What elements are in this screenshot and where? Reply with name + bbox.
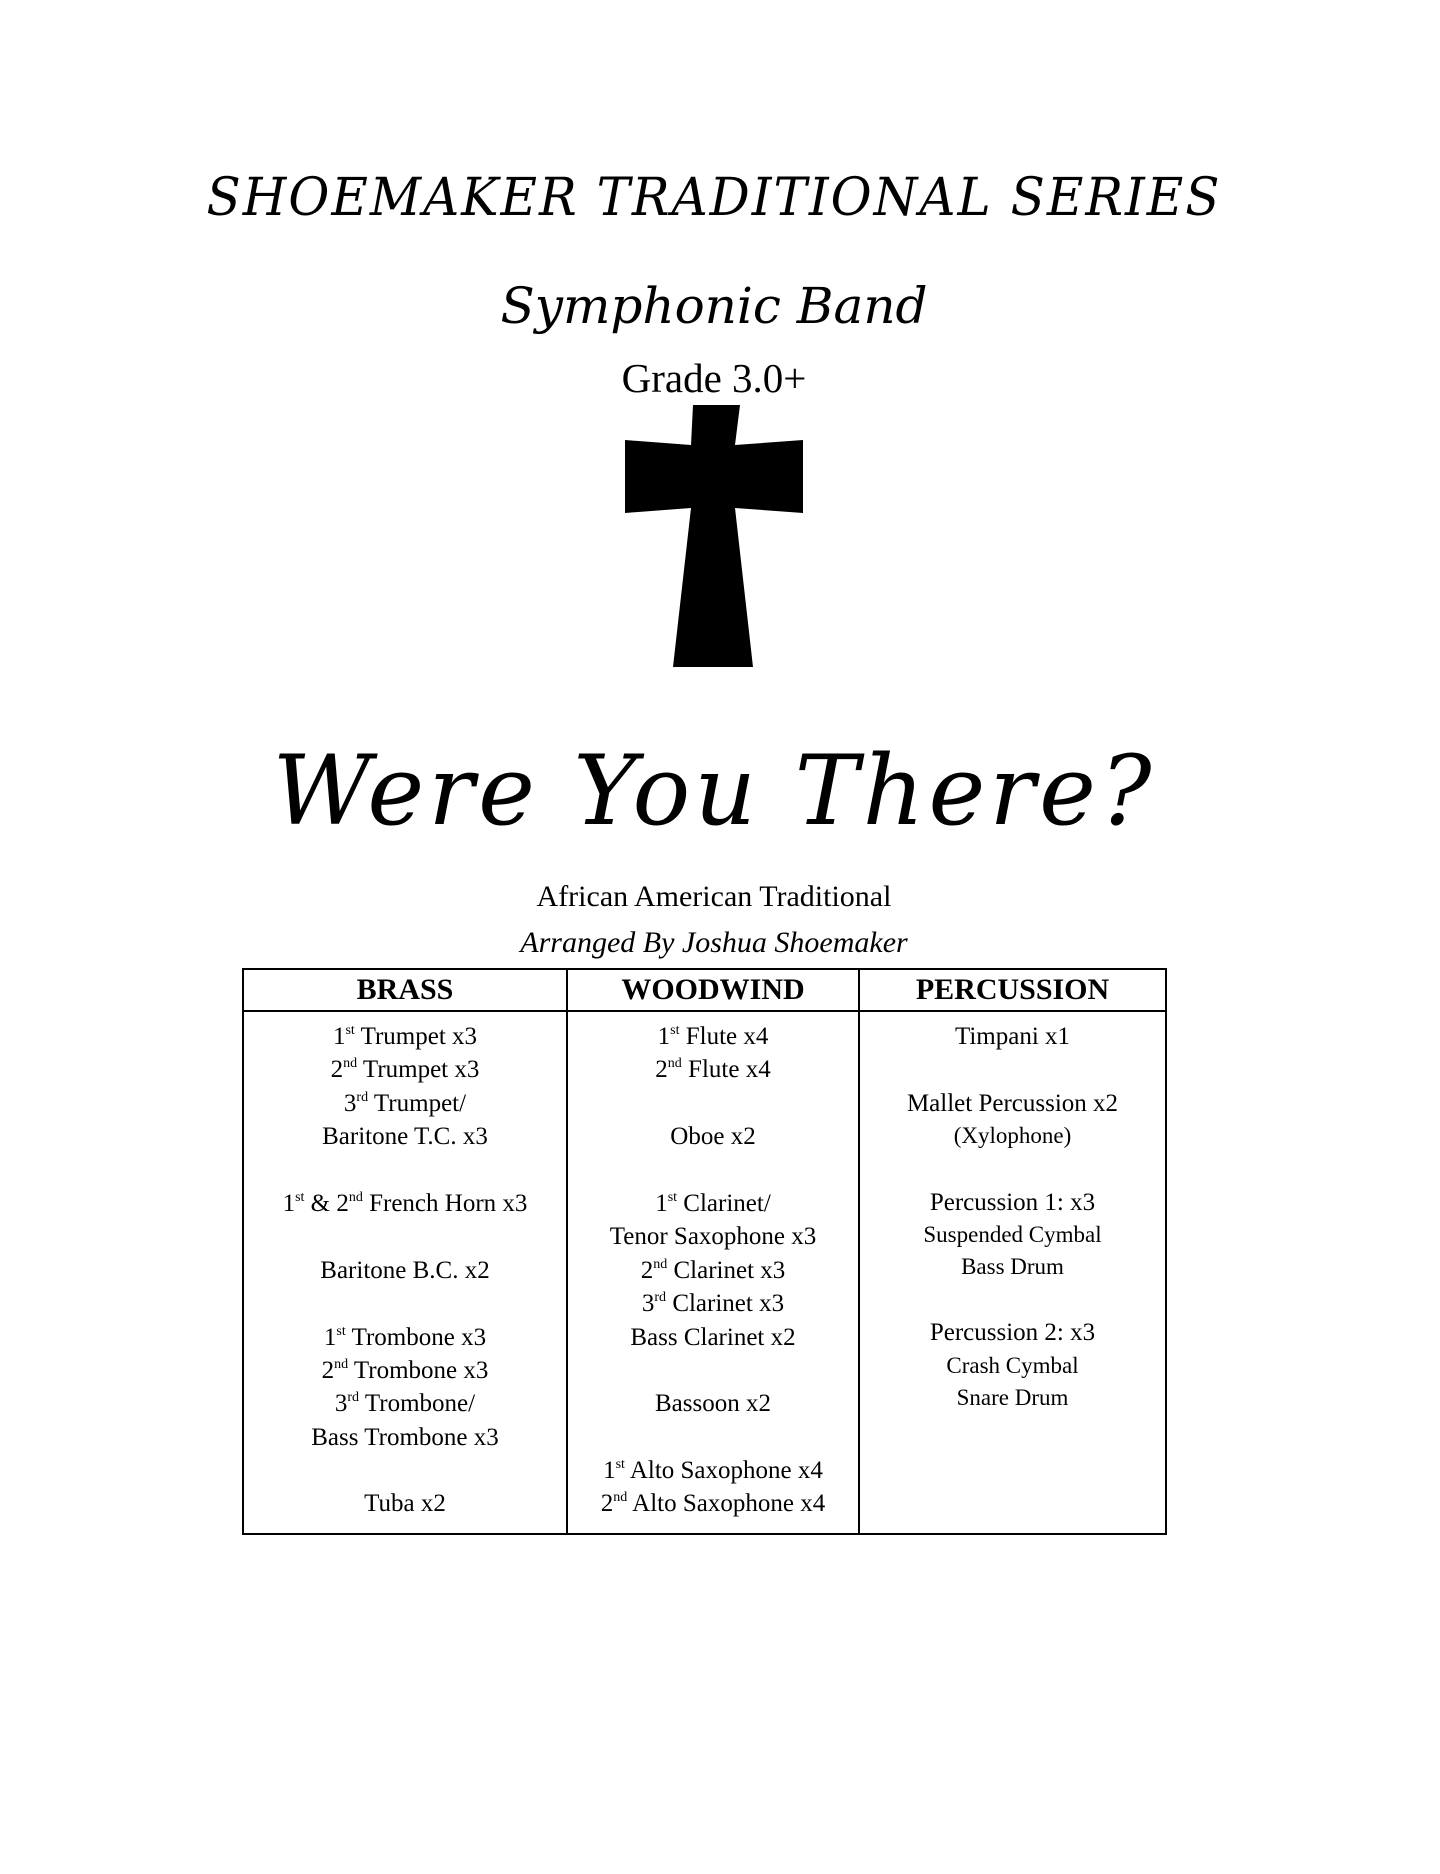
series-title: SHOEMAKER TRADITIONAL SERIES xyxy=(206,166,1222,228)
brass-line: 3rd Trumpet/ xyxy=(343,1089,467,1117)
percussion-line: Percussion 2: x3 xyxy=(929,1319,1096,1347)
brass-line: Baritone T.C. x3 xyxy=(322,1123,488,1151)
woodwind-line: 1st Flute x4 xyxy=(657,1023,769,1050)
piece-title: Were You There? xyxy=(272,735,1156,847)
woodwind-line: Bassoon x2 xyxy=(655,1390,771,1418)
woodwind-line: Tenor Saxophone x3 xyxy=(609,1223,817,1251)
woodwind-column xyxy=(567,1011,859,1534)
grade-level: Grade 3.0+ xyxy=(621,355,807,401)
brass-line: 3rd Trombone/ xyxy=(334,1390,476,1418)
percussion-line: Bass Drum xyxy=(961,1253,1064,1279)
woodwind-line: 2nd Clarinet x3 xyxy=(640,1256,786,1284)
percussion-line: Crash Cymbal xyxy=(946,1352,1079,1378)
woodwind-line: 2nd Alto Saxophone x4 xyxy=(600,1490,826,1518)
woodwind-line: 1st Clarinet/ xyxy=(655,1189,771,1217)
header-woodwind: WOODWIND xyxy=(567,969,859,1011)
instrumentation-table xyxy=(242,968,1167,1535)
percussion-column xyxy=(859,1011,1166,1534)
woodwind-line: 3rd Clarinet x3 xyxy=(641,1290,785,1318)
brass-line: 1st Trumpet x3 xyxy=(332,1023,478,1050)
woodwind-line: Bass Clarinet x2 xyxy=(630,1323,796,1351)
brass-line: 1st & 2nd French Horn x3 xyxy=(282,1189,528,1217)
percussion-line: Mallet Percussion x2 xyxy=(906,1089,1119,1117)
woodwind-line: Oboe x2 xyxy=(670,1123,756,1151)
header-brass: BRASS xyxy=(243,969,567,1011)
percussion-line: Suspended Cymbal xyxy=(923,1221,1102,1247)
woodwind-line: 2nd Flute x4 xyxy=(655,1056,771,1084)
brass-line: Baritone B.C. x2 xyxy=(320,1256,490,1284)
brass-line: 2nd Trumpet x3 xyxy=(330,1056,480,1084)
arranger-credit: Arranged By Joshua Shoemaker xyxy=(520,926,908,959)
brass-line: Bass Trombone x3 xyxy=(311,1423,499,1451)
piece-origin: African American Traditional xyxy=(536,880,892,913)
brass-column xyxy=(243,1011,567,1534)
brass-line: Tuba x2 xyxy=(364,1490,446,1518)
brass-line: 1st Trombone x3 xyxy=(323,1323,487,1351)
percussion-line: (Xylophone) xyxy=(953,1123,1072,1149)
cross-icon xyxy=(625,405,803,667)
ensemble-subtitle: Symphonic Band xyxy=(500,277,928,335)
percussion-line: Percussion 1: x3 xyxy=(929,1188,1096,1216)
brass-line: 2nd Trombone x3 xyxy=(321,1356,489,1384)
woodwind-line: 1st Alto Saxophone x4 xyxy=(603,1457,823,1485)
header-percussion: PERCUSSION xyxy=(859,969,1166,1011)
percussion-line: Timpani x1 xyxy=(954,1023,1071,1050)
percussion-line: Snare Drum xyxy=(956,1384,1069,1410)
